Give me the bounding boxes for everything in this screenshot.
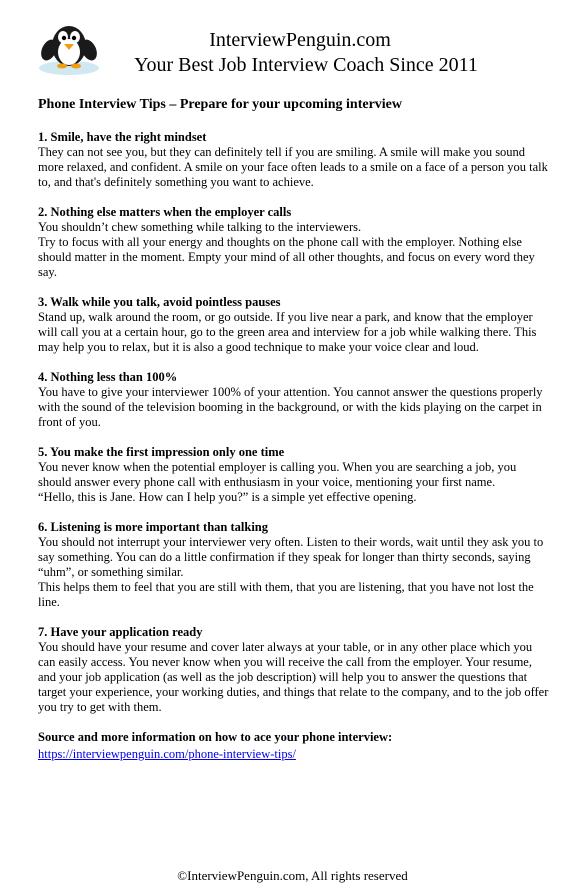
tip-heading: 5. You make the first impression only one time [38, 445, 285, 459]
tip-paragraph: You never know when the potential employer is calling you. When you are searching a job, you should answer every phone call with enthusiasm in your voice, mentioning your first name. [38, 460, 517, 489]
tip-paragraph: This helps them to feel that you are still with them, that you are listening, that you have not lost the line. [38, 580, 534, 609]
tip-paragraph: They can not see you, but they can definitely tell if you are smiling. A smile will make you sound more relaxed, and confident. A smile on your face often leads to a smile on a face of a person you talk to, and that's definitely something you want to achieve. [38, 145, 548, 189]
tip-paragraph: Stand up, walk around the room, or go outside. If you live near a park, and know that the employer will call you at a certain hour, go to the green area and interview for a job while walking there. This may help you to relax, but it is also a good technique to make your voice clear and loud. [38, 310, 537, 354]
tip-heading: 3. Walk while you talk, avoid pointless pauses [38, 295, 281, 309]
penguin-icon [36, 20, 102, 76]
page-header [0, 0, 585, 86]
tip-paragraph: Try to focus with all your energy and thoughts on the phone call with the employer. Nothing else should matter in the moment. Empty your mind of all other thoughts, and focus on every word they say. [38, 235, 535, 279]
source-heading: Source and more information on how to ace your phone interview: [38, 730, 393, 744]
tip-heading: 1. Smile, have the right mindset [38, 130, 207, 144]
tip-section [38, 625, 552, 715]
source-section [38, 730, 552, 763]
tip-section [38, 295, 552, 355]
tip-paragraph: You shouldn’t chew something while talking to the interviewers. [38, 220, 362, 234]
copyright-footer: ©InterviewPenguin.com, All rights reserved [177, 868, 408, 883]
site-tagline: Your Best Job Interview Coach Since 2011 [134, 54, 478, 76]
tip-paragraph: You should not interrupt your interviewer very often. Listen to their words, wait until they ask you to say something. You can do a little confirmation if they speak for longer than thirty seconds, saying “uhm”, or something similar. [38, 535, 544, 579]
document-title: Phone Interview Tips – Prepare for your upcoming interview [38, 97, 402, 112]
tip-heading: 7. Have your application ready [38, 625, 203, 639]
site-name: InterviewPenguin.com [209, 29, 391, 51]
tip-heading: 2. Nothing else matters when the employer calls [38, 205, 292, 219]
source-link[interactable]: https://interviewpenguin.com/phone-interview-tips/ [38, 747, 296, 761]
tip-paragraph: “Hello, this is Jane. How can I help you?” is a simple yet effective opening. [38, 490, 417, 504]
tip-paragraph: You should have your resume and cover later always at your table, or in any other place which you can easily access. You never know when you will receive the call from the employer. Your resume, and your job application (as well as the job description) will help you to answer the questions that target your experience, your working duties, and things that relate to the company, and to the job offer you try to get with them. [38, 640, 549, 714]
tip-section [38, 130, 552, 190]
tip-section [38, 445, 552, 505]
tip-section [38, 205, 552, 280]
tip-heading: 6. Listening is more important than talking [38, 520, 268, 534]
tip-section [38, 370, 552, 430]
tip-heading: 4. Nothing less than 100% [38, 370, 178, 384]
tip-section [38, 520, 552, 610]
document-body [38, 96, 552, 763]
tip-paragraph: You have to give your interviewer 100% of your attention. You cannot answer the questions properly with the sound of the television booming in the background, or with the kids playing on the carpet in front of you. [38, 385, 543, 429]
